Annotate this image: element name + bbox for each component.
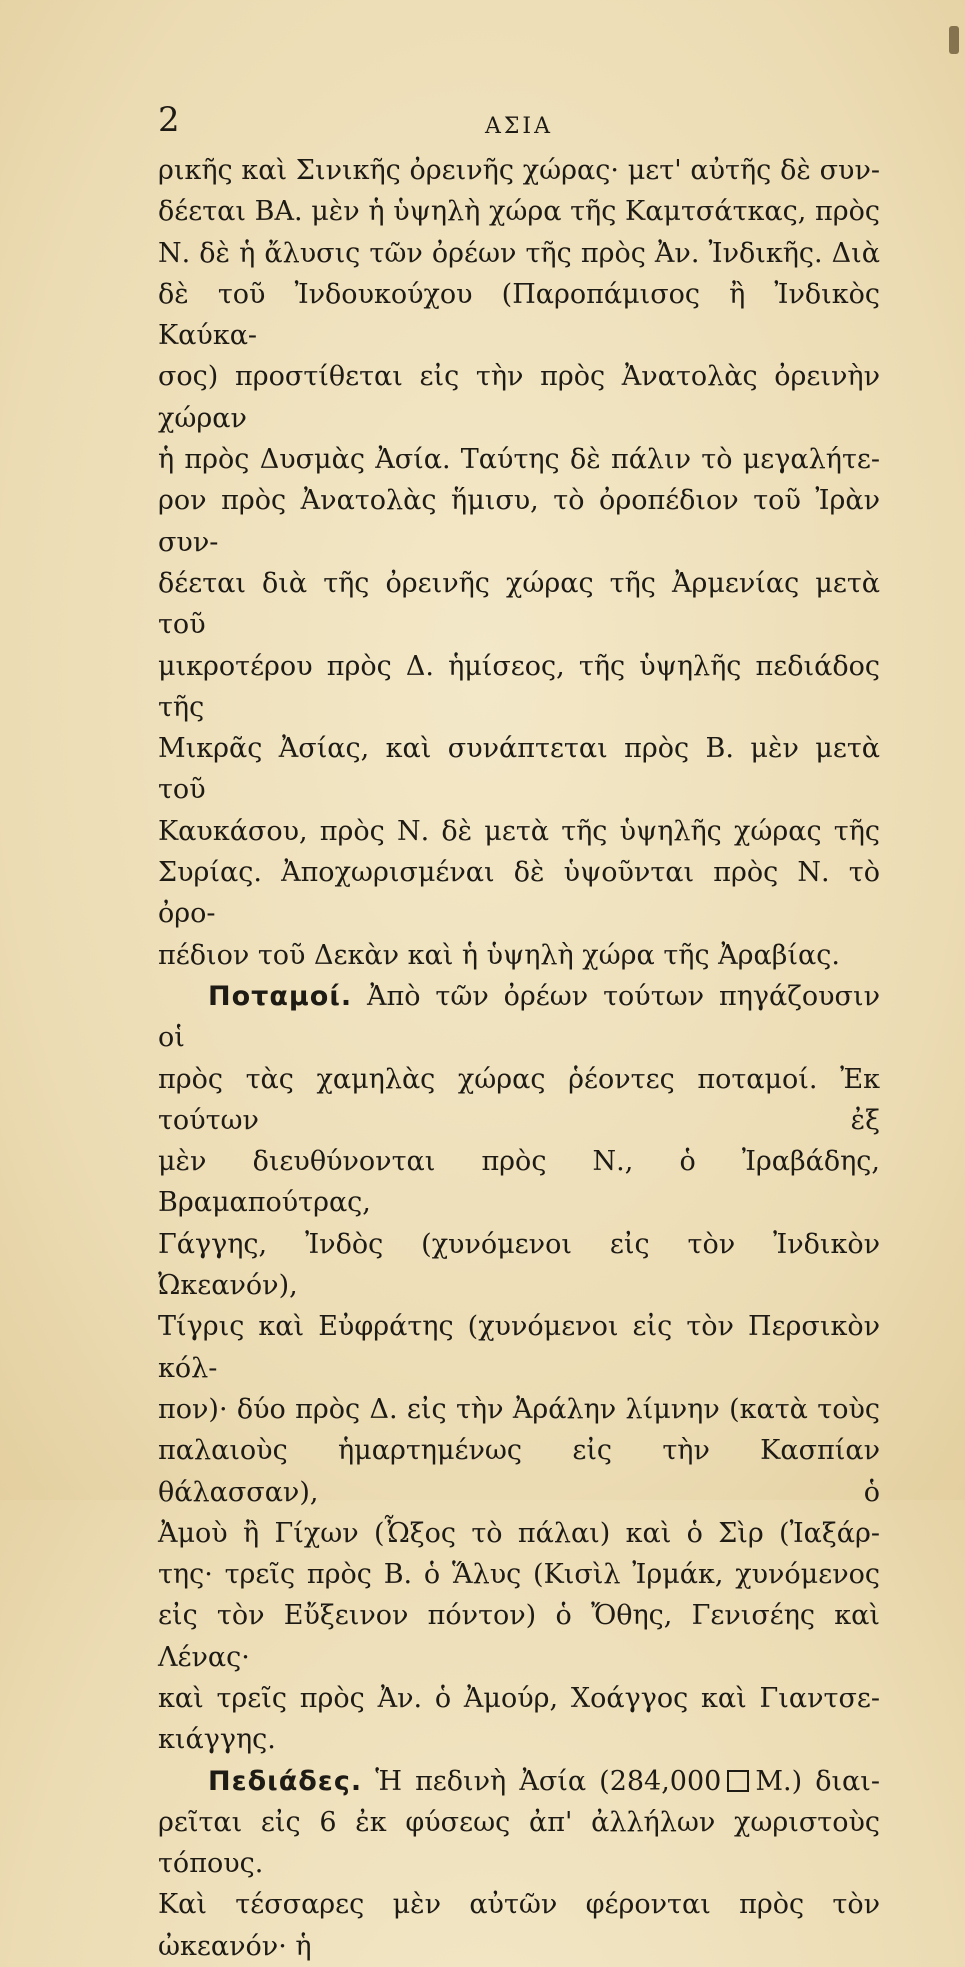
plains-first-line <box>158 1761 880 1802</box>
text-line: ἡ πρὸς Δυσμὰς Ἀσία. Ταύτης δὲ πάλιν τὸ μεγαλήτε- <box>158 444 880 476</box>
book-page <box>158 100 880 1967</box>
page-edge-mark <box>949 26 959 54</box>
square-symbol-icon <box>727 1770 749 1792</box>
text-line: δέεται ΒΑ. μὲν ἡ ὑψηλὴ χώρα τῆς Καμτσάτκας, πρὸς <box>158 196 880 228</box>
text-line: μὲν διευθύνονται πρὸς Ν., ὁ Ἰραβάδης, Βραμαπούτρας, <box>158 1146 880 1219</box>
text-line: Τίγρις καὶ Εὐφράτης (χυνόμενοι εἰς τὸν Περσικὸν κόλ- <box>158 1311 880 1384</box>
text-line: μικροτέρου πρὸς Δ. ἡμίσεος, τῆς ὑψηλῆς πεδιάδος τῆς <box>158 650 880 723</box>
text-line: δέεται διὰ τῆς ὀρεινῆς χώρας τῆς Ἀρμενίας μετὰ τοῦ <box>158 567 880 641</box>
text-line: ρεῖται εἰς 6 ἐκ φύσεως ἀπ' ἀλλήλων χωριστοὺς τόπους. <box>158 1806 880 1880</box>
page-header <box>158 100 880 150</box>
page-number: 2 <box>158 100 180 140</box>
text-line: Ἀμοὺ ἢ Γίχων (Ὦξος τὸ πάλαι) καὶ ὁ Σὶρ (Ἰαξάρ- <box>158 1517 880 1549</box>
running-title: ΑΣΙΑ <box>484 114 554 139</box>
text-line: πέδιον τοῦ Δεκὰν καὶ ἡ ὑψηλὴ χώρα τῆς Ἀραβίας. <box>158 939 840 971</box>
text-line: Μικρᾶς Ἀσίας, καὶ συνάπτεται πρὸς Β. μὲν μετὰ τοῦ <box>158 733 880 806</box>
text-line: της· τρεῖς πρὸς Β. ὁ Ἅλυς (Κισὶλ Ἰρμάκ, χυνόμενος <box>158 1559 880 1591</box>
plains-heading: Πεδιάδες. <box>208 1765 363 1797</box>
text-line: δὲ τοῦ Ἰνδουκούχου (Παροπάμισος ἢ Ἰνδικὸς Καύκα- <box>158 278 880 352</box>
text-line: εἰς τὸν Εὔξεινον πόντον) ὁ Ὄθης, Γενισέης καὶ Λένας· <box>158 1600 880 1673</box>
text-line: καὶ τρεῖς πρὸς Ἀν. ὁ Ἀμούρ, Χοάγγος καὶ Γιαντσε- <box>158 1682 880 1714</box>
text-line: ρον πρὸς Ἀνατολὰς ἥμισυ, τὸ ὀροπέδιον τοῦ Ἰρὰν συν- <box>158 485 880 558</box>
rivers-first-text: Ἀπὸ τῶν ὀρέων τούτων πηγάζουσιν οἱ <box>158 980 880 1054</box>
text-line: Καὶ τέσσαρες μὲν αὐτῶν φέρονται πρὸς τὸν ὠκεανόν· ἡ <box>158 1889 880 1962</box>
text-line: Καυκάσου, πρὸς Ν. δὲ μετὰ τῆς ὑψηλῆς χώρας τῆς <box>158 815 880 847</box>
text-line: πρὸς τὰς χαμηλὰς χώρας ῥέοντες ποταμοί. Ἐκ τούτων ἐξ <box>158 1063 880 1136</box>
rivers-first-line <box>158 976 880 1059</box>
text-line: Ν. δὲ ἡ ἄλυσις τῶν ὀρέων τῆς πρὸς Ἀν. Ἰνδικῆς. Διὰ <box>158 237 880 269</box>
page-body <box>158 150 880 1967</box>
plains-first-text-b: Μ.) διαι- <box>755 1765 880 1797</box>
text-line: Γάγγης, Ἰνδὸς (χυνόμενοι εἰς τὸν Ἰνδικὸν Ὠκεανόν), <box>158 1228 880 1302</box>
text-line: κιάγγης. <box>158 1724 276 1756</box>
plains-first-text-a: Ἡ πεδινὴ Ἀσία (284,000 <box>375 1765 722 1797</box>
text-line: ρικῆς καὶ Σινικῆς ὀρεινῆς χώρας· μετ' αὐτῆς δὲ συν- <box>158 155 880 186</box>
text-line: σος) προστίθεται εἰς τὴν πρὸς Ἀνατολὰς ὀρεινὴν χώραν <box>158 361 880 434</box>
text-line: Συρίας. Ἀποχωρισμέναι δὲ ὑψοῦνται πρὸς Ν. τὸ ὀρο- <box>158 857 880 930</box>
text-line: παλαιοὺς ἡμαρτημένως εἰς τὴν Κασπίαν θάλασσαν), ὁ <box>158 1435 880 1508</box>
text-line: πον)· δύο πρὸς Δ. εἰς τὴν Ἀράλην λίμνην (κατὰ τοὺς <box>158 1393 880 1425</box>
rivers-heading: Ποταμοί. <box>208 980 353 1012</box>
